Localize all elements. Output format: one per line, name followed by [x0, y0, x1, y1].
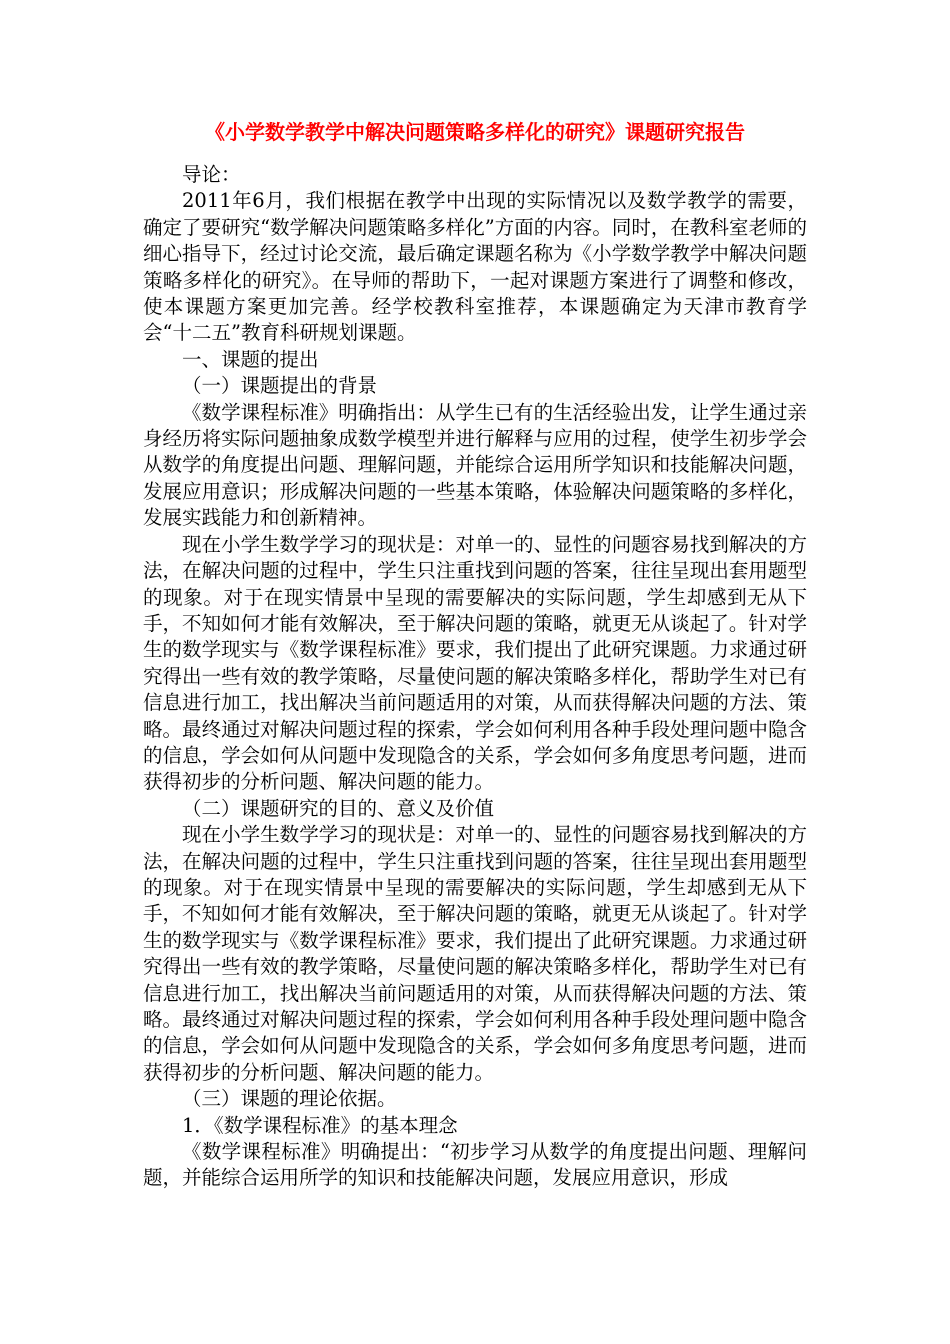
numbered-heading-1: 1．《数学课程标准》的基本理念	[182, 1113, 458, 1137]
standard-paragraph: 《数学课程标准》明确提出：“初步学习从数学的角度提出问题、理解问题，并能综合运用所学的知识和技能解决问题，发展应用意识，形成	[143, 1140, 807, 1190]
intro-paragraph: 2011年6月，我们根据在教学中出现的实际情况以及数学教学的需要，确定了要研究“数学解决问题策略多样化”方面的内容。同时，在教科室老师的细心指导下，经过讨论交流，最后确定课题名称为《小学数学教学中解决问题策略多样化的研究》。在导师的帮助下，一起对课题方案进行了调整和修改，使本课题方案更加完善。经学校教科室推荐，本课题确定为天津市教育学会“十二五”教育科研规划课题。	[143, 189, 807, 345]
section-heading-1: 一、课题的提出	[182, 347, 319, 371]
intro-heading: 导论：	[182, 163, 241, 186]
document-body	[143, 162, 807, 1192]
purpose-paragraph: 现在小学生数学学习的现状是：对单一的、显性的问题容易找到解决的方法，在解决问题的过程中，学生只注重找到问题的答案，往往呈现出套用题型的现象。对于在现实情景中呈现的需要解决的实际问题，学生却感到无从下手，不知如何才能有效解决，至于解决问题的策略，就更无从谈起了。针对学生的数学现实与《数学课程标准》要求，我们提出了此研究课题。力求通过研究得出一些有效的教学策略，尽量使问题的解决策略多样化，帮助学生对已有信息进行加工，找出解决当前问题适用的对策，从而获得解决问题的方法、策略。最终通过对解决问题过程的探索，学会如何利用各种手段处理问题中隐含的信息，学会如何从问题中发现隐含的关系，学会如何多角度思考问题，进而获得初步的分析问题、解决问题的能力。	[143, 823, 807, 1084]
document-title: 《小学数学教学中解决问题策略多样化的研究》课题研究报告	[205, 120, 745, 144]
subsection-heading-2: （二）课题研究的目的、意义及价值	[182, 796, 495, 820]
status-paragraph: 现在小学生数学学习的现状是：对单一的、显性的问题容易找到解决的方法，在解决问题的过程中，学生只注重找到问题的答案，往往呈现出套用题型的现象。对于在现实情景中呈现的需要解决的实际问题，学生却感到无从下手，不知如何才能有效解决，至于解决问题的策略，就更无从谈起了。针对学生的数学现实与《数学课程标准》要求，我们提出了此研究课题。力求通过研究得出一些有效的教学策略，尽量使问题的解决策略多样化，帮助学生对已有信息进行加工，找出解决当前问题适用的对策，从而获得解决问题的方法、策略。最终通过对解决问题过程的探索，学会如何利用各种手段处理问题中隐含的信息，学会如何从问题中发现隐含的关系，学会如何多角度思考问题，进而获得初步的分析问题、解决问题的能力。	[143, 532, 807, 794]
subsection-heading-3: （三）课题的理论依据。	[182, 1087, 397, 1111]
background-paragraph: 《数学课程标准》明确指出：从学生已有的生活经验出发，让学生通过亲身经历将实际问题抽象成数学模型并进行解释与应用的过程，使学生初步学会从数学的角度提出问题、理解问题，并能综合运用所学知识和技能解决问题，发展应用意识；形成解决问题的一些基本策略，体验解决问题策略的多样化，发展实践能力和创新精神。	[143, 400, 807, 530]
subsection-heading-1: （一）课题提出的背景	[182, 374, 378, 398]
